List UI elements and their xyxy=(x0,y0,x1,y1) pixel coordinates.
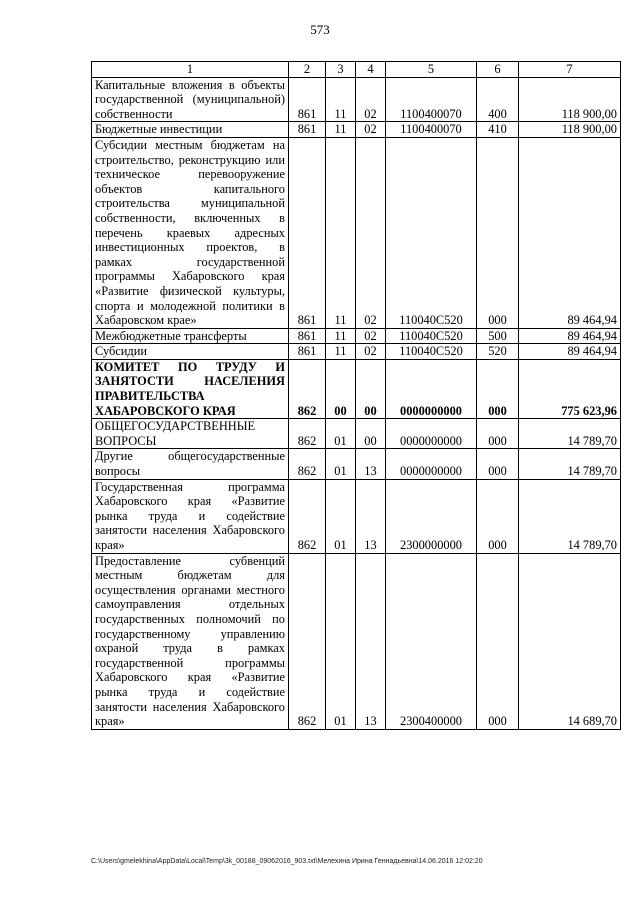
row-amount: 89 464,94 xyxy=(519,344,621,360)
row-code-section: 01 xyxy=(326,419,356,449)
row-code-expense-type: 000 xyxy=(477,479,519,553)
row-code-target: 1100400070 xyxy=(386,122,477,138)
row-code-section: 11 xyxy=(326,344,356,360)
table-row xyxy=(92,344,621,360)
row-code-section: 11 xyxy=(326,77,356,122)
row-name: Межбюджетные трансферты xyxy=(92,328,289,344)
row-name: Другие общегосударственные вопросы xyxy=(92,449,289,479)
row-code-target: 0000000000 xyxy=(386,419,477,449)
row-amount: 118 900,00 xyxy=(519,122,621,138)
row-code-subsection: 02 xyxy=(356,328,386,344)
row-code-ministry: 861 xyxy=(289,137,326,328)
row-code-target: 1100400070 xyxy=(386,77,477,122)
row-code-target: 2300400000 xyxy=(386,553,477,729)
row-code-section: 11 xyxy=(326,328,356,344)
row-code-expense-type: 000 xyxy=(477,419,519,449)
row-code-ministry: 861 xyxy=(289,328,326,344)
table-row xyxy=(92,359,621,418)
table-row xyxy=(92,328,621,344)
table-row xyxy=(92,553,621,729)
table-row xyxy=(92,137,621,328)
row-code-ministry: 861 xyxy=(289,344,326,360)
row-code-target: 0000000000 xyxy=(386,359,477,418)
row-name: Субсидии xyxy=(92,344,289,360)
column-header: 5 xyxy=(386,62,477,78)
page-number: 573 xyxy=(310,22,330,37)
row-code-subsection: 02 xyxy=(356,122,386,138)
row-code-ministry: 862 xyxy=(289,419,326,449)
row-code-ministry: 862 xyxy=(289,449,326,479)
row-amount: 118 900,00 xyxy=(519,77,621,122)
row-code-expense-type: 000 xyxy=(477,553,519,729)
table-row xyxy=(92,419,621,449)
row-code-ministry: 862 xyxy=(289,479,326,553)
row-code-section: 01 xyxy=(326,479,356,553)
row-code-expense-type: 000 xyxy=(477,359,519,418)
table-row xyxy=(92,122,621,138)
row-code-target: 110040С520 xyxy=(386,344,477,360)
row-name: Бюджетные инвестиции xyxy=(92,122,289,138)
row-code-target: 2300000000 xyxy=(386,479,477,553)
table-row xyxy=(92,479,621,553)
row-code-target: 0000000000 xyxy=(386,449,477,479)
row-code-subsection: 13 xyxy=(356,553,386,729)
row-name: Предоставление субвенций местным бюджетам для осуществления органами местного самоуправления отдельных государственных полномочий по государственному управлению охраной труда в рамках государственной программы Хабаровского края «Развитие рынка труда и содействие занятости населения Хабаровского края» xyxy=(92,553,289,729)
row-amount: 14 789,70 xyxy=(519,419,621,449)
row-code-ministry: 861 xyxy=(289,122,326,138)
row-code-section: 00 xyxy=(326,359,356,418)
row-code-expense-type: 000 xyxy=(477,137,519,328)
row-code-subsection: 02 xyxy=(356,77,386,122)
column-header: 6 xyxy=(477,62,519,78)
row-code-expense-type: 000 xyxy=(477,449,519,479)
row-code-expense-type: 520 xyxy=(477,344,519,360)
row-code-expense-type: 410 xyxy=(477,122,519,138)
row-code-section: 01 xyxy=(326,449,356,479)
row-amount: 89 464,94 xyxy=(519,328,621,344)
row-code-subsection: 00 xyxy=(356,359,386,418)
row-code-ministry: 862 xyxy=(289,553,326,729)
row-code-subsection: 02 xyxy=(356,137,386,328)
column-header: 7 xyxy=(519,62,621,78)
column-header: 1 xyxy=(92,62,289,78)
row-code-section: 01 xyxy=(326,553,356,729)
column-header: 3 xyxy=(326,62,356,78)
row-name: Капитальные вложения в объекты государственной (муниципальной) собственности xyxy=(92,77,289,122)
row-code-subsection: 13 xyxy=(356,479,386,553)
budget-table xyxy=(91,61,621,730)
row-code-subsection: 13 xyxy=(356,449,386,479)
row-code-target: 110040С520 xyxy=(386,328,477,344)
row-amount: 775 623,96 xyxy=(519,359,621,418)
table-row xyxy=(92,449,621,479)
file-path-footer: C:\Users\gmelekhina\AppData\Local\Temp\3k_00188_09062016_903.txt\Мелехина Ирина Геннадьевна\14.06.2016 12:02:20 xyxy=(91,858,483,865)
table-header-row xyxy=(92,62,621,78)
column-header: 2 xyxy=(289,62,326,78)
row-code-expense-type: 400 xyxy=(477,77,519,122)
row-amount: 14 789,70 xyxy=(519,449,621,479)
row-name: Государственная программа Хабаровского края «Развитие рынка труда и содействие занятости населения Хабаровского края» xyxy=(92,479,289,553)
row-amount: 14 689,70 xyxy=(519,553,621,729)
row-code-section: 11 xyxy=(326,137,356,328)
row-name: Субсидии местным бюджетам на строительство, реконструкцию или техническое перевооружение объектов капитального строительства муниципальной собственности, включенных в перечень краевых адресных инвестиционных проектов, в рамках государственной программы Хабаровского края «Развитие физической культуры, спорта и молодежной политики в Хабаровском крае» xyxy=(92,137,289,328)
row-name: КОМИТЕТ ПО ТРУДУ И ЗАНЯТОСТИ НАСЕЛЕНИЯ ПРАВИТЕЛЬСТВА ХАБАРОВСКОГО КРАЯ xyxy=(92,359,289,418)
table-row xyxy=(92,77,621,122)
row-amount: 89 464,94 xyxy=(519,137,621,328)
row-code-ministry: 862 xyxy=(289,359,326,418)
column-header: 4 xyxy=(356,62,386,78)
row-code-subsection: 02 xyxy=(356,344,386,360)
row-code-ministry: 861 xyxy=(289,77,326,122)
row-amount: 14 789,70 xyxy=(519,479,621,553)
row-code-subsection: 00 xyxy=(356,419,386,449)
row-code-expense-type: 500 xyxy=(477,328,519,344)
row-code-section: 11 xyxy=(326,122,356,138)
row-name: ОБЩЕГОСУДАРСТВЕННЫЕ ВОПРОСЫ xyxy=(92,419,289,449)
row-code-target: 110040С520 xyxy=(386,137,477,328)
